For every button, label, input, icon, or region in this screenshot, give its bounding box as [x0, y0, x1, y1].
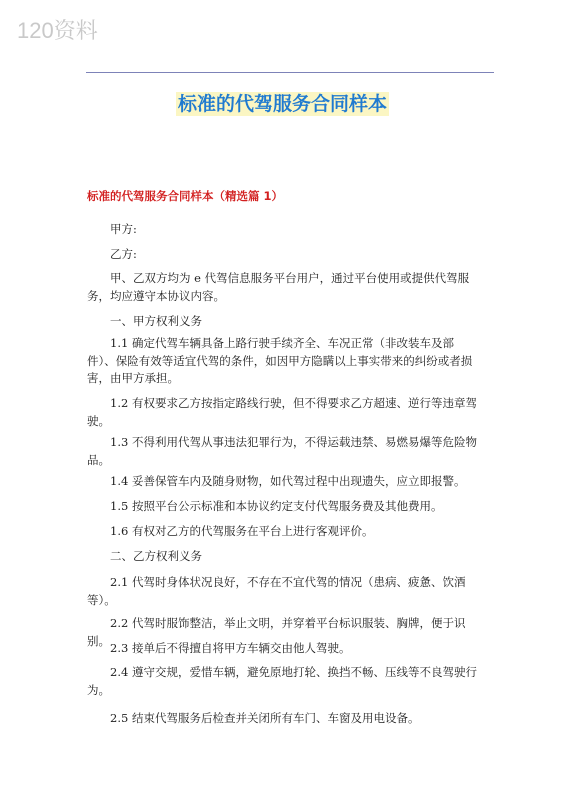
header-rule — [86, 72, 494, 73]
clause-2-5: 2.5 结束代驾服务后检查并关闭所有车门、车窗及用电设备。 — [110, 711, 420, 725]
clause-1-3: 1.3 不得利用代驾从事违法犯罪行为，不得运载违禁、易燃易爆等危险物品。 — [87, 435, 477, 467]
clause-1-2: 1.2 有权要求乙方按指定路线行驶，但不得要求乙方超速、逆行等违章驾驶。 — [87, 396, 477, 428]
heading-party-a-rights: 一、甲方权利义务 — [110, 314, 202, 328]
clause-2-2: 2.2 代驾时服饰整洁，举止文明，并穿着平台标识服装、胸牌，便于识别。 — [87, 616, 466, 648]
clause-2-1: 2.1 代驾时身体状况良好，不存在不宜代驾的情况（患病、疲惫、饮酒等）。 — [87, 575, 466, 607]
paragraph-party-a: 甲方: — [110, 222, 137, 236]
page-title — [0, 89, 565, 116]
clause-1-4: 1.4 妥善保管车内及随身财物，如代驾过程中出现遗失，应立即报警。 — [110, 474, 466, 488]
paragraph-party-b: 乙方: — [110, 247, 137, 261]
clause-2-4: 2.4 遵守交规，爱惜车辆，避免原地打轮、换挡不畅、压线等不良驾驶行为。 — [87, 665, 477, 697]
paragraph-intro: 甲、乙双方均为 e 代驾信息服务平台用户，通过平台使用或提供代驾服务，均应遵守本协议内容。 — [87, 271, 470, 303]
heading-party-b-rights: 二、乙方权利义务 — [110, 549, 202, 563]
clause-1-6: 1.6 有权对乙方的代驾服务在平台上进行客观评价。 — [110, 524, 374, 538]
watermark: 120资料 — [17, 18, 98, 43]
clause-1-5: 1.5 按照平台公示标准和本协议约定支付代驾服务费及其他费用。 — [110, 499, 443, 513]
clause-2-3: 2.3 接单后不得擅自将甲方车辆交由他人驾驶。 — [110, 641, 351, 655]
clause-1-1: 1.1 确定代驾车辆具备上路行驶手续齐全、车况正常（非改装车及部件）、保险有效等适宜代驾的条件，如因甲方隐瞒以上事实带来的纠纷或者损害，由甲方承担。 — [87, 336, 473, 385]
section-subtitle: 标准的代驾服务合同样本（精选篇 1） — [87, 189, 284, 203]
page-title-text: 标准的代驾服务合同样本 — [177, 93, 387, 115]
